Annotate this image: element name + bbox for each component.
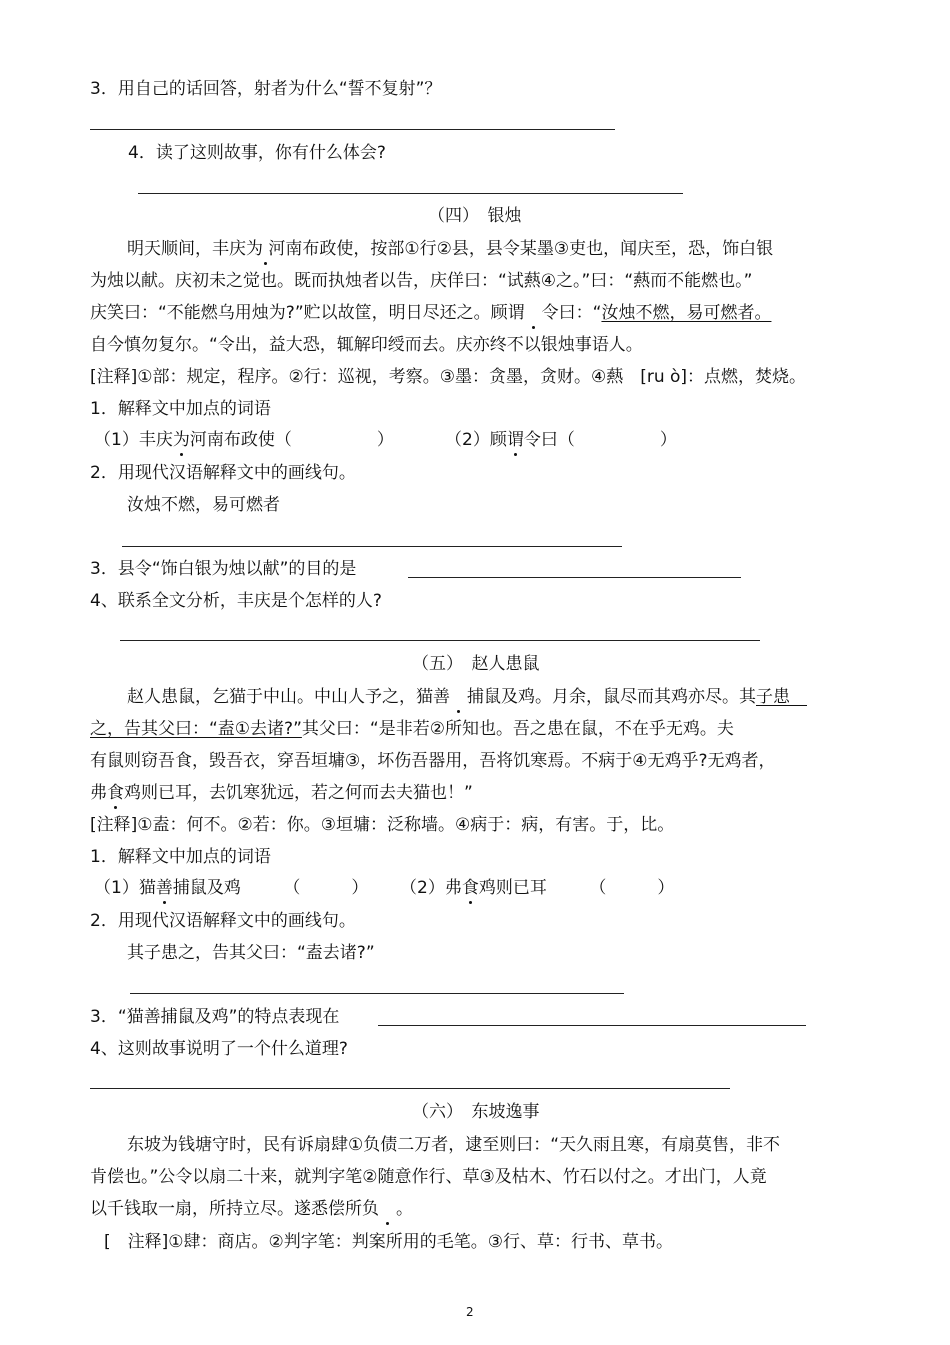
section-4-title: （四） 银烛 <box>428 206 522 226</box>
section-5-title: （五） 赵人患鼠 <box>412 654 540 674</box>
section-5-question-1a: （1）猫善捕鼠及鸡 （ ） <box>94 878 369 898</box>
answer-line[interactable] <box>138 193 683 194</box>
section-4-question-1b: （2）顾谓令曰（ ） <box>445 430 677 450</box>
emphasis-dot: 善 <box>155 878 173 898</box>
section-5-question-1: 1．解释文中加点的词语 <box>90 847 271 867</box>
section-5-question-4: 4、这则故事说明了一个什么道理? <box>90 1039 348 1059</box>
emphasis-dot <box>379 1199 396 1219</box>
emphasis-dot: 为 <box>172 430 190 450</box>
section-5-para-line-4: 弗食鸡则已耳，去饥寒犹远，若之何而去夫猫也！” <box>90 783 473 803</box>
section-4-question-4: 4、联系全文分析，丰庆是个怎样的人? <box>90 591 382 611</box>
emphasis-dot: 谓 <box>506 430 524 450</box>
section-4-note: [注释]①部：规定，程序。②行：巡视，考察。③墨：贪墨，贪财。④爇 [ru ò]：点燃，焚烧。 <box>90 367 807 387</box>
question-4-prev: 4．读了这则故事，你有什么体会? <box>128 143 386 163</box>
section-4-question-2-sentence: 汝烛不燃，易可燃者 <box>127 495 280 515</box>
answer-line[interactable] <box>120 640 760 641</box>
section-4-para-line-1: 明天顺间，丰庆为 河南布政使，按部①行②县，县令某墨③吏也，闻庆至，恐，饰白银 <box>127 239 774 259</box>
emphasis-dot: 食 <box>461 878 479 898</box>
emphasis-dot <box>263 239 268 259</box>
page-number: 2 <box>466 1305 474 1319</box>
section-6-title: （六） 东坡逸事 <box>412 1102 540 1122</box>
section-4-question-1a: （1）丰庆为河南布政使（ ） <box>94 430 394 450</box>
answer-line[interactable] <box>90 1088 730 1089</box>
section-6-para-line-1: 东坡为钱塘守时，民有诉扇肆①负债二万者，逮至则曰：“天久雨且寒，有扇莫售，非不 <box>127 1135 781 1155</box>
emphasis-dot <box>450 687 467 707</box>
answer-line[interactable] <box>408 577 741 578</box>
answer-line[interactable] <box>130 993 624 994</box>
section-5-question-1b: （2）弗食鸡则已耳 （ ） <box>400 878 675 898</box>
section-4-question-1: 1．解释文中加点的词语 <box>90 399 271 419</box>
section-6-para-line-3: 以千钱取一扇，所持立尽。遂悉偿所负 。 <box>90 1199 413 1219</box>
answer-line[interactable] <box>122 546 622 547</box>
section-5-note: [注释]①盍：何不。②若：你。③垣墉：泛称墙。④病于：病，有害。于，比。 <box>90 815 675 835</box>
underlined-sentence: 之，告其父曰：“盍①去诸?” <box>90 719 302 739</box>
section-5-para-line-1: 赵人患鼠，乞猫于中山。中山人予之，猫善 捕鼠及鸡。月余，鼠尽而其鸡亦尽。其子患 <box>127 687 790 707</box>
section-6-para-line-2: 肯偿也。”公令以扇二十来，就判字笔②随意作行、草③及枯木、竹石以付之。才出门，人竟 <box>90 1167 767 1187</box>
answer-line[interactable] <box>90 129 615 130</box>
section-4-para-line-4: 自今慎勿复尔。“令出，益大恐，辄解印绶而去。庆亦终不以银烛事语人。 <box>90 335 643 355</box>
emphasis-dot: 食 <box>107 783 124 803</box>
section-4-question-3: 3．县令“饰白银为烛以献”的目的是 <box>90 559 357 579</box>
section-5-question-2-sentence: 其子患之，告其父曰：“盍去诸?” <box>127 943 375 963</box>
emphasis-dot <box>525 303 542 323</box>
section-5-para-line-3: 有鼠则窃吾食，毁吾衣，穿吾垣墉③，坏伤吾器用，吾将饥寒焉。不病于④无鸡乎?无鸡者， <box>90 751 776 771</box>
section-5-para-line-2: 之，告其父曰：“盍①去诸?”其父曰：“是非若②所知也。吾之患在鼠，不在乎无鸡。夫 <box>90 719 734 739</box>
answer-line[interactable] <box>378 1025 806 1026</box>
section-6-note: [ 注释]①肆：商店。②判字笔：判案所用的毛笔。③行、草：行书、草书。 <box>104 1232 673 1252</box>
underlined-sentence: 汝烛不燃，易可燃者。 <box>601 303 772 323</box>
section-4-para-line-3: 庆笑曰：“不能燃乌用烛为?”贮以故筐，明日尽还之。顾谓 令曰：“汝烛不燃，易可燃者。 <box>90 303 772 323</box>
section-4-question-2: 2．用现代汉语解释文中的画线句。 <box>90 463 356 483</box>
section-5-question-3: 3．“猫善捕鼠及鸡”的特点表现在 <box>90 1007 340 1027</box>
section-4-para-line-2: 为烛以献。庆初未之觉也。既而执烛者以告，庆佯曰：“试爇④之。”曰：“爇而不能燃也。” <box>90 271 753 291</box>
underlined-sentence: 子患 <box>756 687 790 707</box>
question-3-prev: 3．用自己的话回答，射者为什么“誓不复射”？ <box>90 79 442 99</box>
section-5-question-2: 2．用现代汉语解释文中的画线句。 <box>90 911 356 931</box>
